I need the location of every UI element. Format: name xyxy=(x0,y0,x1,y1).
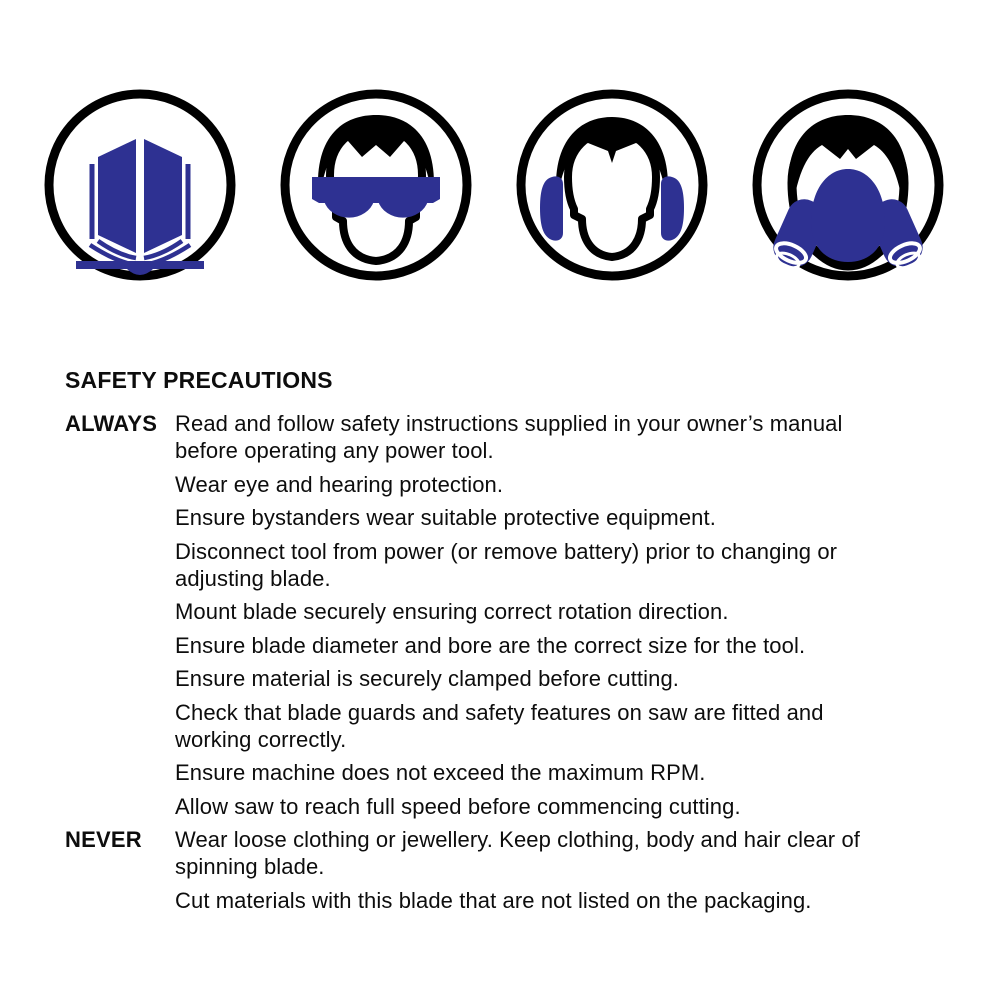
precaution-text: Wear loose clothing or jewellery. Keep clothing, body and hair clear of spinning blade. xyxy=(175,827,860,879)
safety-icons-row xyxy=(40,85,948,285)
precaution-text: Disconnect tool from power (or remove battery) prior to changing or adjusting blade. xyxy=(175,538,838,591)
precaution-item xyxy=(65,410,893,464)
precaution-text: Ensure bystanders wear suitable protective equipment. xyxy=(175,505,716,530)
precautions-list xyxy=(65,410,893,914)
precaution-label: ALWAYS xyxy=(65,411,158,436)
precaution-label: NEVER xyxy=(65,827,142,852)
precaution-item xyxy=(65,632,893,659)
precaution-text: Cut materials with this blade that are not listed on the packaging. xyxy=(175,887,812,913)
precaution-item xyxy=(65,504,893,531)
respirator-icon xyxy=(748,85,948,285)
precaution-text: Read and follow safety instructions supplied in your owner’s manual before operating any power tool. xyxy=(175,411,843,463)
precaution-text: Ensure material is securely clamped before cutting. xyxy=(175,666,679,691)
eye-protection-icon-graphic xyxy=(276,85,476,285)
precaution-item xyxy=(65,887,893,914)
read-manual-icon xyxy=(40,85,240,285)
precaution-text: Mount blade securely ensuring correct rotation direction. xyxy=(175,599,729,624)
precaution-item xyxy=(65,538,893,592)
precaution-item xyxy=(65,699,893,753)
precaution-item xyxy=(65,665,893,692)
precaution-item xyxy=(65,759,893,786)
eye-protection-icon xyxy=(276,85,476,285)
precaution-item xyxy=(65,826,893,880)
precaution-text: Check that blade guards and safety features on saw are fitted and working correctly. xyxy=(175,699,824,752)
precaution-text: Allow saw to reach full speed before commencing cutting. xyxy=(175,793,741,819)
hearing-protection-icon-graphic xyxy=(512,85,712,285)
respirator-icon-graphic xyxy=(748,85,948,285)
precaution-item xyxy=(65,471,893,498)
hearing-protection-icon xyxy=(512,85,712,285)
precaution-text: Ensure blade diameter and bore are the correct size for the tool. xyxy=(175,632,806,658)
precaution-item xyxy=(65,598,893,625)
section-heading: SAFETY PRECAUTIONS xyxy=(65,367,333,393)
precaution-item xyxy=(65,793,893,820)
safety-precautions-section xyxy=(65,368,893,920)
precaution-text: Wear eye and hearing protection. xyxy=(175,471,504,497)
read-manual-icon-graphic xyxy=(40,85,240,285)
precaution-text: Ensure machine does not exceed the maximum RPM. xyxy=(175,760,706,785)
